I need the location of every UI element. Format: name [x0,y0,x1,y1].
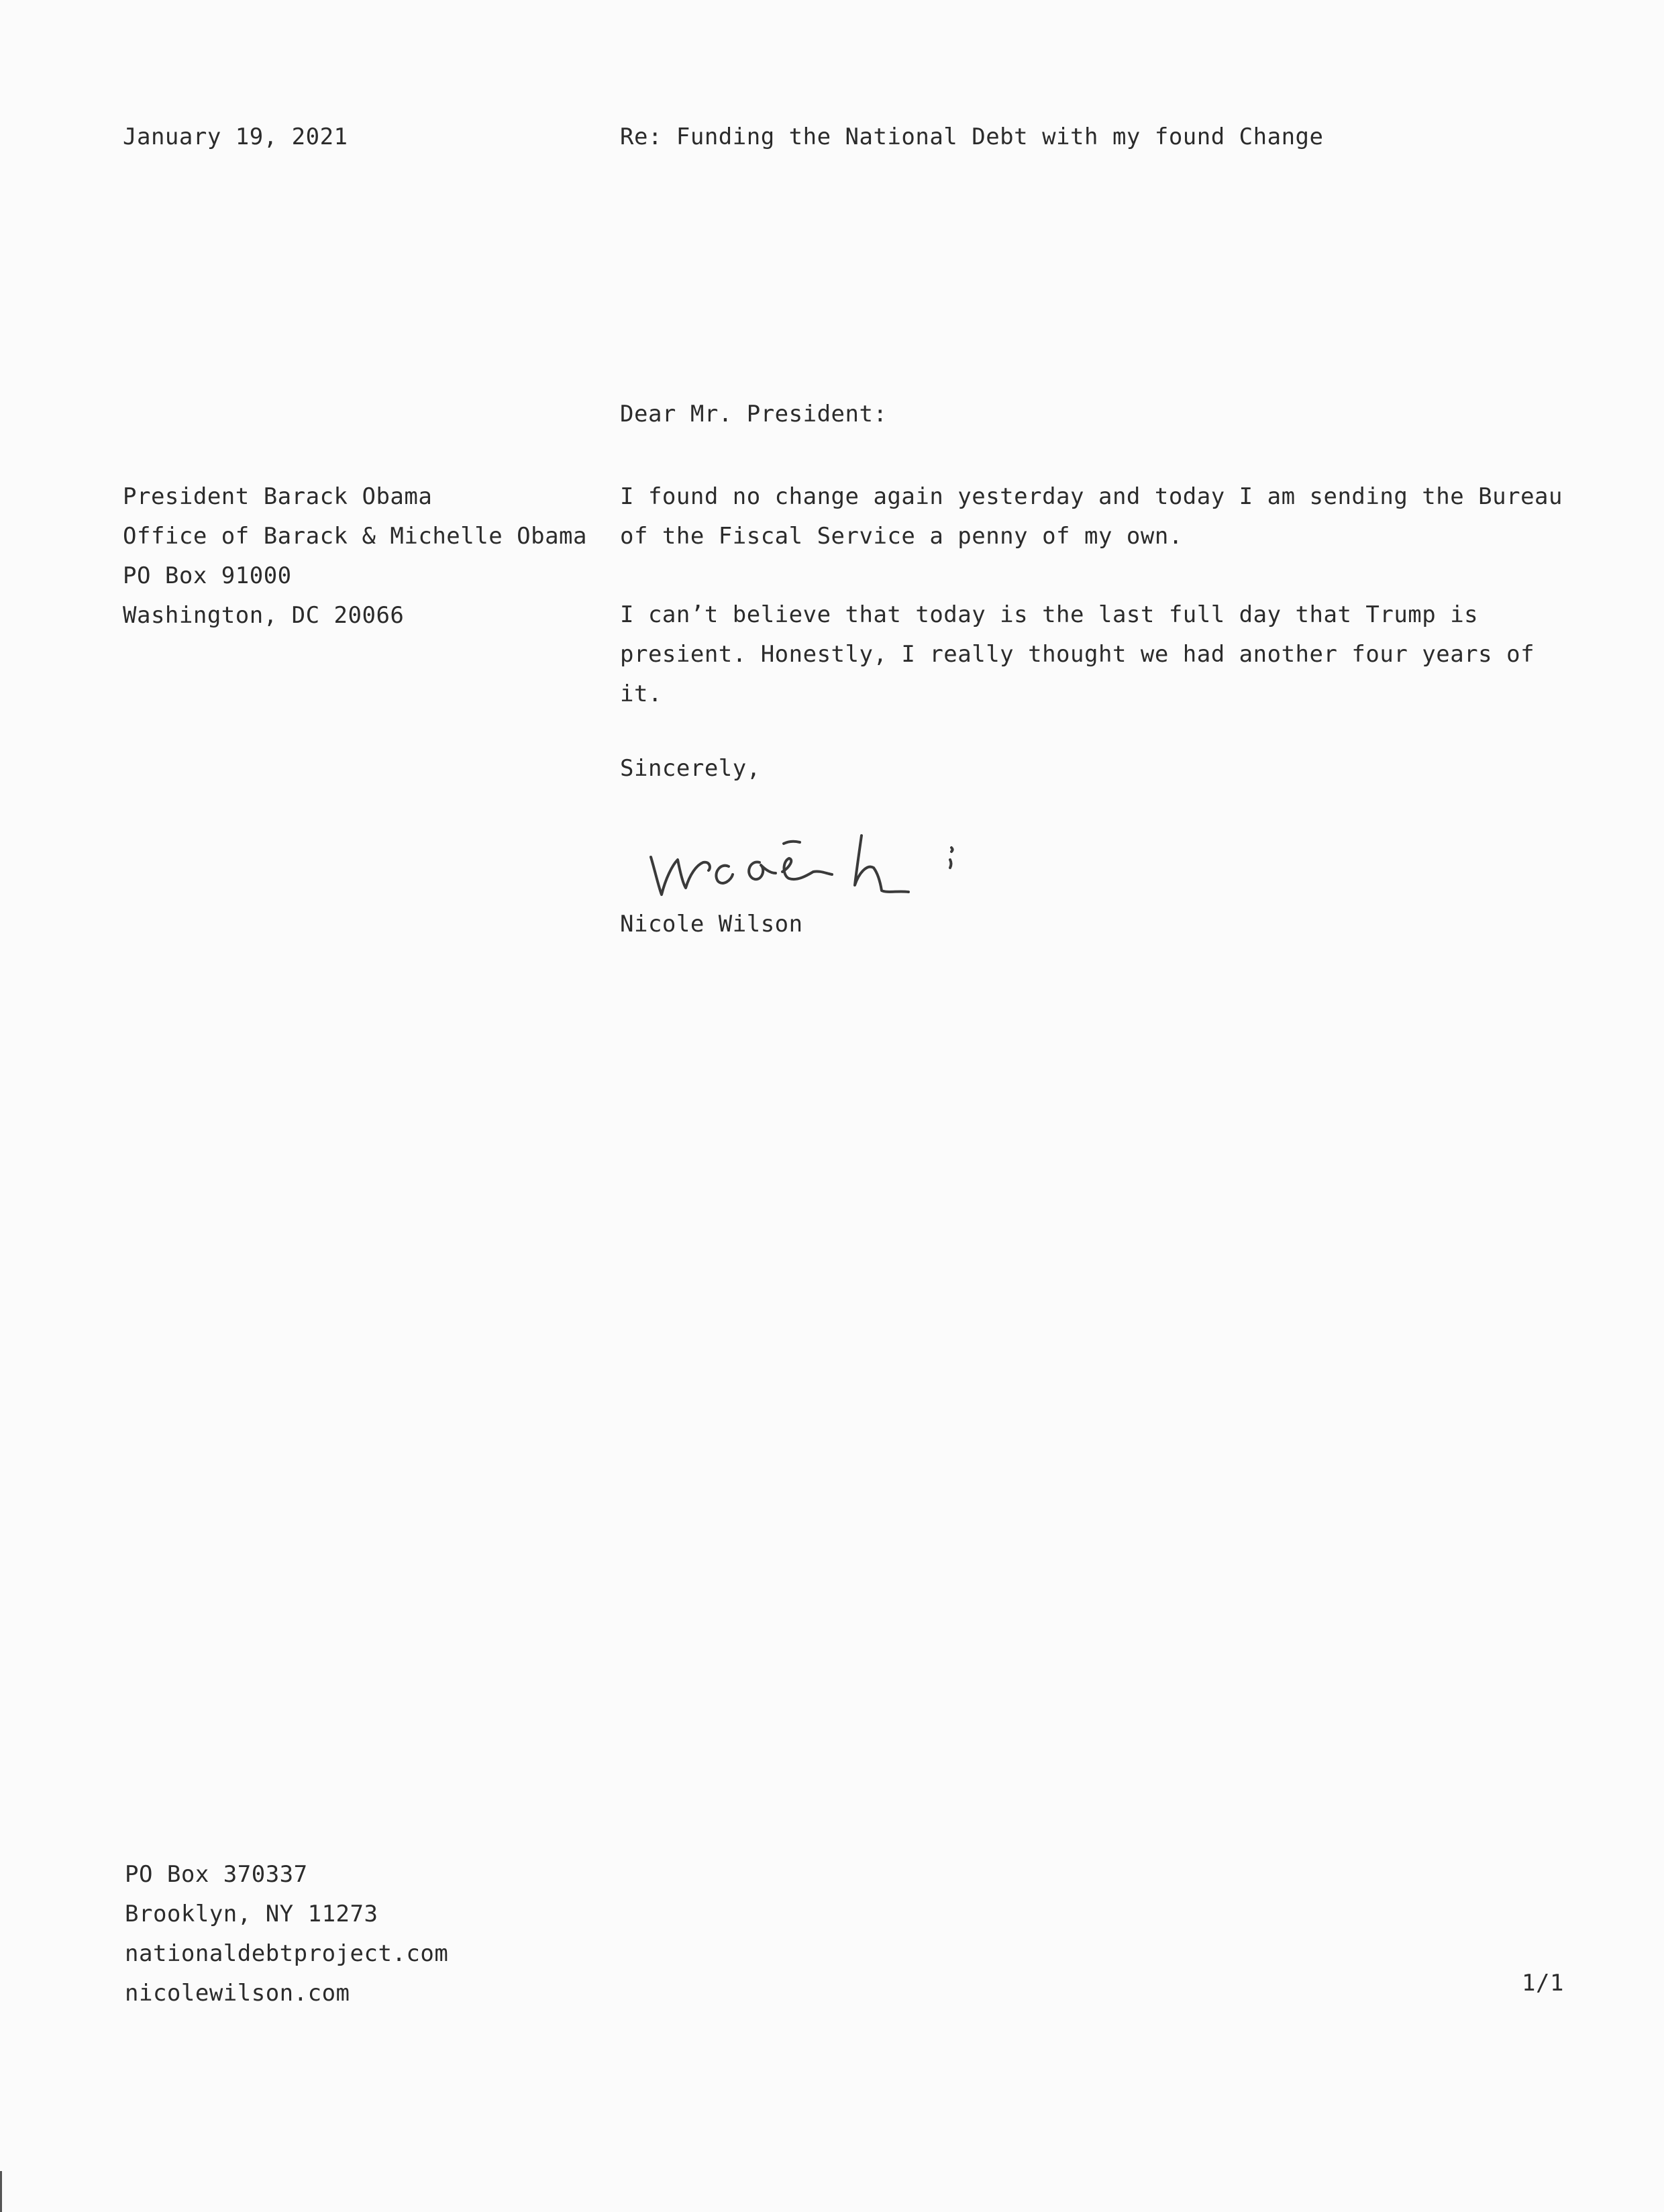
handwritten-signature [645,809,974,903]
recipient-po-box: PO Box 91000 [123,562,292,589]
footer-website-project: nationaldebtproject.com [125,1940,449,1967]
letter-date: January 19, 2021 [123,123,348,150]
body-paragraph [620,477,1563,556]
recipient-city: Washington, DC 20066 [123,602,405,629]
scan-edge-mark [0,2171,2,2212]
letter-body [620,477,1563,753]
body-paragraph [620,595,1559,714]
footer-website-personal: nicolewilson.com [125,1980,350,2007]
body-line: I can’t believe that today is the last full day that Trump is [620,601,1479,628]
salutation: Dear Mr. President: [620,401,888,428]
recipient-name: President Barack Obama [123,483,433,510]
footer-contact [125,1855,448,2013]
body-line: presient. Honestly, I really thought we had another four years of [620,641,1535,668]
body-line: it. [620,681,662,707]
subject-line: Re: Funding the National Debt with my found Change [620,123,1324,150]
page-number: 1/1 [1522,1970,1564,1997]
body-line: I found no change again yesterday and today I am sending the Bureau [620,483,1563,510]
footer-city: Brooklyn, NY 11273 [125,1901,378,1927]
recipient-address [123,477,587,636]
recipient-office: Office of Barack & Michelle Obama [123,523,588,550]
footer-po-box: PO Box 370337 [125,1861,308,1888]
signer-name: Nicole Wilson [620,911,803,938]
body-line: of the Fiscal Service a penny of my own. [620,523,1183,550]
closing: Sincerely, [620,755,761,782]
